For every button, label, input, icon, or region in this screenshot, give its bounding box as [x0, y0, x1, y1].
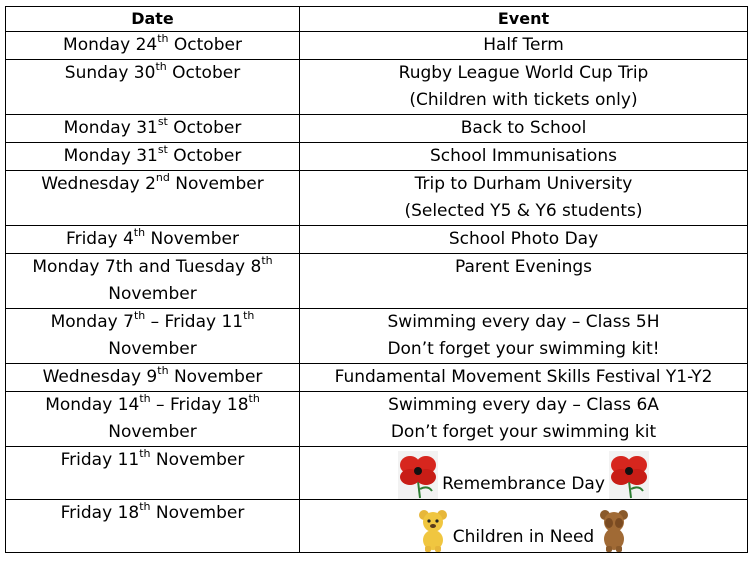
table-row	[6, 392, 748, 447]
date-cell: Friday 11th November	[6, 447, 300, 500]
event-cell: Parent Evenings	[300, 254, 748, 309]
table-row	[6, 447, 748, 500]
event-cell: Swimming every day – Class 6A Don’t forget your swimming kit	[300, 392, 748, 447]
event-cell: Half Term	[300, 32, 748, 60]
table-row	[6, 254, 748, 309]
header-row	[6, 7, 748, 32]
event-cell: Swimming every day – Class 5H Don’t forget your swimming kit!	[300, 309, 748, 364]
event-cell: School Photo Day	[300, 226, 748, 254]
date-cell: Monday 14th – Friday 18th November	[6, 392, 300, 447]
events-table	[5, 6, 748, 553]
event-cell	[300, 447, 748, 500]
blush-bear-icon	[598, 508, 630, 552]
event-cell: Back to School	[300, 115, 748, 143]
table-row	[6, 171, 748, 226]
date-cell: Monday 31st October	[6, 143, 300, 171]
table-row	[6, 364, 748, 392]
date-cell: Friday 4th November	[6, 226, 300, 254]
event-cell: Rugby League World Cup Trip (Children with tickets only)	[300, 60, 748, 115]
event-cell	[300, 500, 748, 553]
table-row	[6, 226, 748, 254]
event-cell: School Immunisations	[300, 143, 748, 171]
date-cell: Monday 31st October	[6, 115, 300, 143]
poppy-icon	[609, 451, 649, 499]
date-cell: Wednesday 2nd November	[6, 171, 300, 226]
event-cell: Fundamental Movement Skills Festival Y1-Y2	[300, 364, 748, 392]
table-row	[6, 500, 748, 553]
date-cell: Sunday 30th October	[6, 60, 300, 115]
poppy-icon	[398, 451, 438, 499]
date-cell: Wednesday 9th November	[6, 364, 300, 392]
date-header: Date	[6, 7, 300, 32]
date-cell: Monday 7th and Tuesday 8th November	[6, 254, 300, 309]
table-row	[6, 143, 748, 171]
date-cell: Monday 7th – Friday 11th November	[6, 309, 300, 364]
event-label: Remembrance Day	[442, 474, 605, 494]
table-row	[6, 32, 748, 60]
date-cell: Monday 24th October	[6, 32, 300, 60]
event-cell: Trip to Durham University (Selected Y5 & Y6 students)	[300, 171, 748, 226]
event-label: Children in Need	[452, 527, 595, 547]
pudsey-bear-icon	[417, 508, 449, 552]
table-row	[6, 309, 748, 364]
date-cell: Friday 18th November	[6, 500, 300, 553]
table-row	[6, 115, 748, 143]
event-header: Event	[300, 7, 748, 32]
table-row	[6, 60, 748, 115]
